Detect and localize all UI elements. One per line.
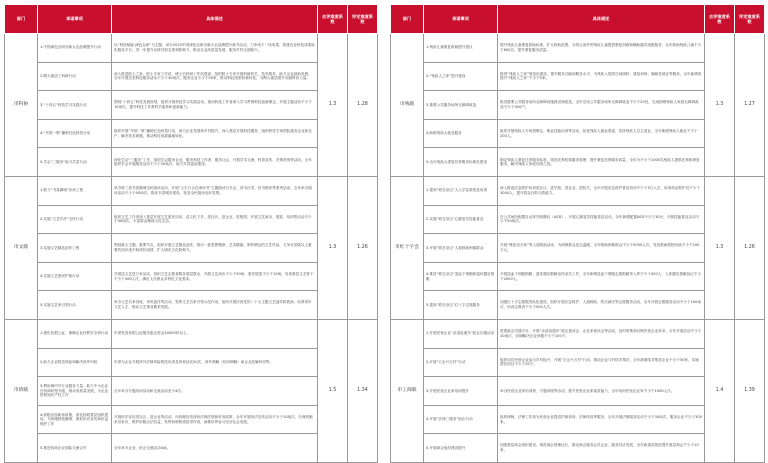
task-cell: 3.开展民营企业家培训提升 [424,377,498,406]
task-cell: 5.开展商会组织建设提升 [424,434,498,463]
eval-score-cell: 1.28 [348,34,378,177]
self-score-cell: 1.5 [318,319,348,462]
header-eval-score: 评定难度系数 [735,5,765,34]
description-cell: 深化学会“三服务”工作，组织学会服务企业、服务科技工作者、服务社会，开展学术交流、科普宣传、决策咨询等活动，全年组织学会开展服务活动不少于20场次，助力共同富裕建设。 [112,148,318,177]
task-cell: 4.“丹国一策”播种红色科技行动 [38,119,112,148]
self-score-cell: 1.3 [705,176,735,319]
description-cell: 组织律师、法律工作者为民营企业提供法律咨询、法律体检等服务，全年开展法律服务活动不少于30场次，服务企业不少于300家。 [498,405,705,434]
department-cell: 市侨联 [5,319,38,462]
description-cell: 开展“博爱送万家”等人道救助活动，为困难群众送去温暖，全年救助困难群众不少于5000人次，发放救助款物价值不少于200万元。 [498,234,705,263]
task-cell: 2.陶大素质工科研行动 [38,62,112,91]
description-cell: 加强基层商会组织建设，规范商会管理运行，推动商会服务会员企业、服务经济发展，全年新建或规范提升基层商会不少于10家。 [498,434,705,463]
description-cell: 举办文艺名家讲座、采风创作等活动，发挥文艺名家引领示范作用，组织开展庆祝党的二十大主题文艺创作和展演，培养青年文艺人才，推动文艺事业繁荣发展。 [112,291,318,320]
description-cell: 推进“残疾人之家”规范化建设，提升服务功能和服务水平，为残疾人提供日间照料、康复训练、辅助性就业等服务，全年新增或提升“残疾人之家”不少于5家。 [498,62,705,91]
header-self-score: 自评难度系数 [318,5,348,34]
commitment-table-left [4,4,378,463]
eval-score-cell: 1.39 [735,319,765,462]
task-cell: 5.学会“三服务”助力共富行动 [38,148,112,177]
task-cell: 5.出台残疾人康复托养服务标准化建设 [424,148,498,177]
header-eval-score: 评定难度系数 [348,5,378,34]
table-row [5,176,378,205]
description-cell: 在公共场所配置自动体外除颤仪（AED），开展心肺复苏技能普及活动，全年新增配置AED不少于30台，开展技能普及活动不少于50场次。 [498,205,705,234]
description-cell: 全年举办企业、侨企交流活动4场。 [112,434,318,463]
task-cell: 3.重要公共服务场所无障碍改造 [424,91,498,120]
description-cell: 搭建政企沟通平台，开展“亲清直通车”政企恳谈会、企业家座谈会等活动，及时收集和反映民营企业诉求，全年开展活动不少于10场次，协调解决企业问题不少于100个。 [498,319,705,348]
description-cell: 开展侨法宣传进社区、进企业等活动，向侨胞宣传涉侨法律法规和侨务政策，全年开展侨法宣传活动不少于10场次，办理侨胞来信来访，维护侨胞合法权益，发挥侨联桥梁纽带作用，助推侨界参与经济社会发展。 [112,405,318,434]
eval-score-cell: 1.26 [348,176,378,319]
description-cell: 年度为企业开展涉外法律风险防范培训及咨询活动30次，涉外调解（纠纷调解）助企业化解纠纷等。 [112,348,318,377]
task-cell: 4.开展“法律三服务”助企行动 [424,405,498,434]
header-task: 承诺事项 [424,5,498,34]
table-row [391,34,765,63]
department-cell: 市工商联 [391,319,424,462]
header-self-score: 自评难度系数 [705,5,735,34]
eval-score-cell: 1.34 [348,319,378,462]
description-cell: 以“科技赋能·津色农研”为主题，举办2022中国津色农研谷新大农品牌提升推介活动，力争线下一线成果，搭建农业科技成果转化服务平台，进一步提升农研谷知名度和影响力，推动农业高质量发展，服务乡村全面振兴。 [112,34,318,63]
description-cell: 提升残疾儿童康复救助标准，扩大救助范围，为符合条件的残疾儿童提供康复训练和辅助器具适配服务，全年救助残疾儿童不少于600名，提升康复服务质量。 [498,34,705,63]
table-body-left [5,34,378,463]
header-desc: 具体描述 [112,5,318,34]
task-cell: 2.开展“万企兴万村”行动 [424,348,498,377]
header-task: 承诺事项 [38,5,112,34]
task-cell: 1.开展民营企业“亲清直通车”政企沟通活动 [424,319,498,348]
self-score-cell: 1.4 [705,319,735,462]
task-cell: 1.强化侨捐公证，保障企业权利安全侨行动 [38,319,112,348]
description-cell: 开展送文艺进万家活动，组织文艺志愿者服务基层群众，开展文艺演出不少于50场、惠民展览不少于10场，培训基层文艺骨干不少于300人次，满足人民群众多样化文化需求。 [112,262,318,291]
task-cell: 2.“残疾人之家”提升建设 [424,62,498,91]
table-body-right [391,34,765,463]
header-dept: 部门 [391,5,424,34]
task-cell: 2.助力企业防范风险和解决涉外纠纷 [38,348,112,377]
commitment-table-right [390,4,765,463]
description-cell: 围绕重大主题、重要节点，组织开展文艺精品创作，推出一批思想精深、艺术精湛、制作精良的文艺作品，力争在省级以上重要奖项评选中取得好成绩，扩大城市文化影响力。 [112,234,318,263]
table-row [391,319,765,348]
description-cell: 深入推进院士之家、院士专家工作站、博士后科研工作站建设，组织院士专家开展科研攻关、技术服务，助力企业创新发展，全年开展各类科技服务活动不少于30场次，服务企业不少于50家，推动科技成果转移转化，为陶大素质提升贡献科协力量。 [112,62,318,91]
table-row [5,319,378,348]
task-cell: 1.残疾儿童康复救助提升建议 [424,34,498,63]
description-cell: 制定残疾人康复托养服务标准，规范托养机构服务管理，提升康复托养服务质量，全年为不少于1000名残疾人提供托养和康复服务，解决残疾人家庭后顾之忧。 [498,148,705,177]
description-cell: 组织动员民营企业参与乡村振兴，开展“万企兴万村”行动，推动企业与村结对帮扶，全年新增结对帮扶企业不少于50家，实施帮扶项目不少于30个。 [498,348,705,377]
description-cell: 组织文艺工作者深入基层开展文艺惠民活动，送文化下乡、进社区、进企业、进校园，开展文艺演出、展览、培训等活动不少于30场次，丰富群众精神文化生活。 [112,205,318,234]
task-cell: 3.利用海内外专业服务力量，助力中小企业在侨商转型升级，推动高质量发展，为企业搭桥知识产权工作 [38,377,112,406]
description-cell: 推进重要公共服务场所无障碍设施建设和改造，全年完成公共服务场所无障碍改造不少于20处，完成困难残疾人家庭无障碍改造不少于300户。 [498,91,705,120]
task-cell: 1.提高“救在身边”人人学急救普及培训 [424,176,498,205]
self-score-cell: 1.3 [318,176,348,319]
description-cell: 举办民营企业家培训班、专题讲座等活动，提升民营企业家素质能力，全年培训民营企业家不少于1000人次。 [498,377,705,406]
department-cell: 市文联 [5,176,38,319]
task-cell: 3.实施文艺精品创作工程 [38,234,112,263]
header-desc: 具体描述 [498,5,705,34]
self-score-cell: 1.3 [318,34,348,177]
description-cell: 组织开展残疾人专场招聘会、职业技能培训等活动，拓宽残疾人就业渠道，扶持残疾人自主创业，全年新增残疾人就业不少于200人。 [498,119,705,148]
description-cell: 开展造血干细胞捐献、遗体器官捐献宣传动员工作，全年新增造血干细胞志愿捐献者入库不少于420人，人体器官捐献登记不少于2000人。 [498,262,705,291]
task-cell: 4.实施文艺惠民护航行动 [38,262,112,291]
table-row [391,176,765,205]
task-cell: 1.鼓力“书香满城”乐读工程 [38,176,112,205]
description-cell: 举办第三届书香满城全民阅读活动，开展“人生只合在津读书”主题阅读分享会、读书沙龙、好书推荐等系列活动，全年举办阅读活动不少于40场次，推动书香城市建设，营造全民阅读良好氛围。 [112,176,318,205]
task-cell: 5.提高“救在身边”红十字志愿服务 [424,291,498,320]
description-cell: 加强红十字志愿服务队伍建设，组织开展应急救护、人道救助、防灾减灾等志愿服务活动，全年开展志愿服务活动不少于100场次，培训志愿者不少于500人次。 [498,291,705,320]
task-cell: 5.实施文艺家引领行动 [38,291,112,320]
table-header-row [391,5,765,34]
eval-score-cell: 1.27 [735,34,765,177]
self-score-cell: 1.3 [705,34,735,177]
header-dept: 部门 [5,5,38,34]
task-cell: 2.实施“文艺乡淳”全民行动 [38,205,112,234]
department-cell: 市科协 [5,34,38,177]
task-cell: 5.推进侨商企业国际交流合作 [38,434,112,463]
task-cell: 4.助推残疾人就业服务 [424,119,498,148]
task-cell: 4.积极宣传新侨政策，深化侨联基层组织建设，为侨胞排忧解难，做好侨法宣传和侨益保护工作 [38,405,112,434]
table-row [5,34,378,63]
department-cell: 市残联 [391,34,424,177]
department-cell: 市红十字会 [391,176,424,319]
description-cell: 全年举办专题培训活动和交流活动至少4次。 [112,377,318,406]
task-cell: 2.实施“救在身边”心肺复苏技能普及 [424,205,498,234]
task-cell: 4.推进“救在身边”造血干细胞和遗体器官捐献 [424,262,498,291]
description-cell: 深入推进应急救护培训进社区、进学校、进企业、进机关，全年开展应急救护普及培训不少于3万人次，培训持证救护员不少于3000人，提升群众自救互救能力。 [498,176,705,205]
table-header-row [5,5,378,34]
eval-score-cell: 1.26 [735,176,765,319]
description-cell: 组织开展“丹国一策”播种红色科技行动，助力企业发展和乡村振兴，深入基层开展科技服务，组织科技专家团队服务企业和农户，解决技术难题，推动科技成果落地转化。 [112,119,318,148]
description-cell: 年度发放侨捐公证服务惠企资金30000份以上。 [112,319,318,348]
task-cell: 1.中国津色农研谷新大农品牌提升行动 [38,34,112,63]
task-cell: 3.开展“救在身边”人道救助困难群众 [424,234,498,263]
description-cell: 围绕“十四五”科技发展规划，组织开展科技学习实践活动，推动科技工作者深入学习贯彻科技创新理念，开展主题活动不少于10场次，提升科技工作者科学素养和创新能力。 [112,91,318,120]
task-cell: 3.“十四五”科技学习实践行动 [38,91,112,120]
